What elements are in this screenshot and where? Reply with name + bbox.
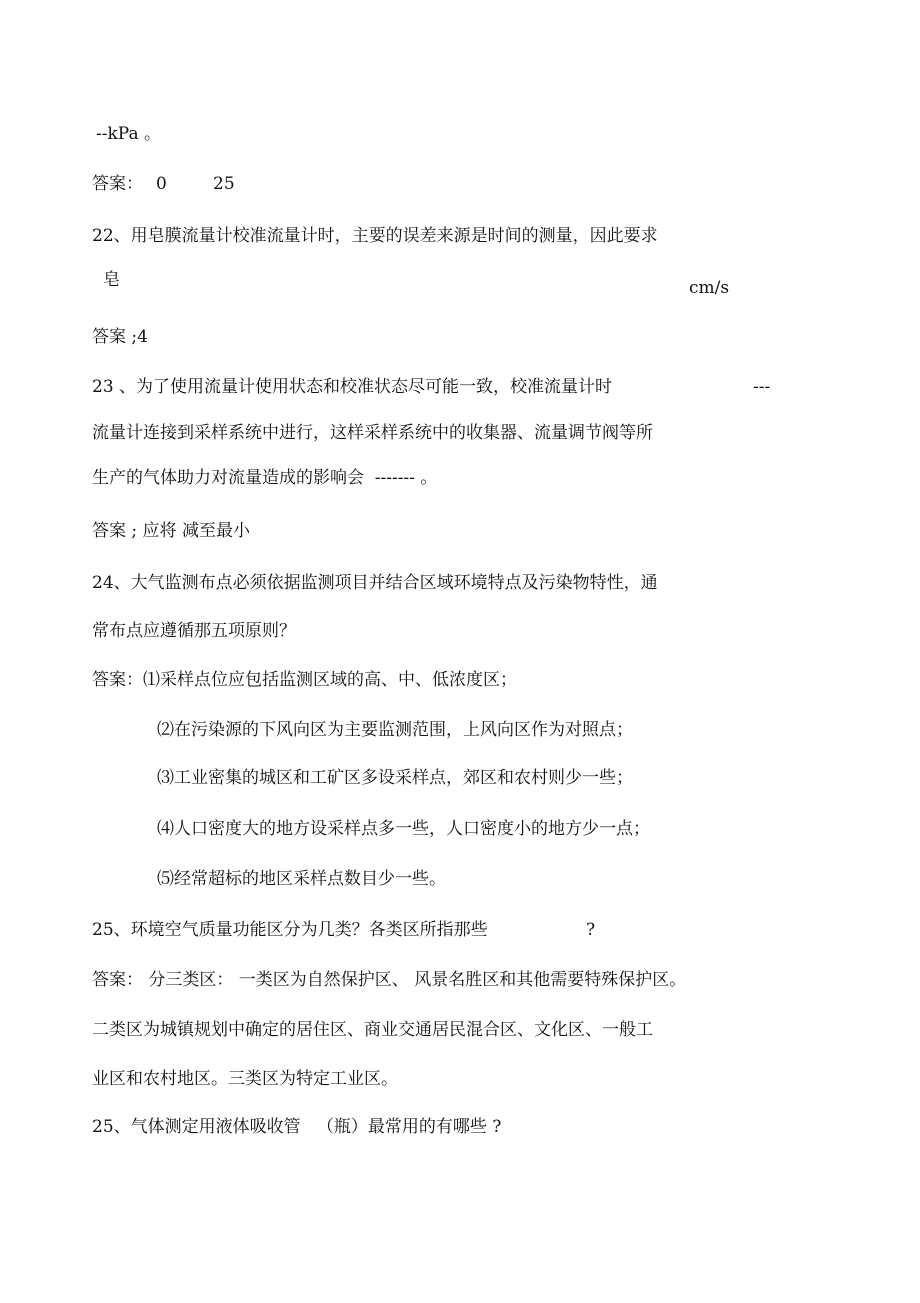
text-line-kpa: --kPa 。 bbox=[96, 124, 162, 144]
answer-24-item-5: ⑸经常超标的地区采样点数目少一些。 bbox=[157, 869, 446, 889]
question-25: 25、环境空气质量功能区分为几类？各类区所指那些 bbox=[92, 920, 488, 940]
question-23-line-3: 生产的气体助力对流量造成的影响会 ------- 。 bbox=[92, 468, 438, 488]
answer-25: 答案： 分三类区： 一类区为自然保护区、 风景名胜区和其他需要特殊保护区。 bbox=[92, 970, 687, 990]
question-23-line-2: 流量计连接到采样系统中进行，这样采样系统中的收集器、流量调节阀等所 bbox=[92, 423, 653, 443]
question-23: 23 、为了使用流量计使用状态和校准状态尽可能一致，校准流量计时 bbox=[92, 377, 613, 397]
question-24: 24、大气监测布点必须依据监测项目并结合区域环境特点及污染物特性，通 bbox=[92, 573, 658, 593]
answer-value-2: 25 bbox=[213, 174, 235, 194]
answer-23: 答案 ; 应将 减至最小 bbox=[92, 521, 250, 541]
question-25b: 25、气体测定用液体吸收管 （瓶）最常用的有哪些 ? bbox=[92, 1117, 502, 1137]
answer-24-item-3: ⑶工业密集的城区和工矿区多设采样点，郊区和农村则少一些； bbox=[157, 768, 633, 788]
question-22: 22、用皂膜流量计校准流量计时，主要的误差来源是时间的测量，因此要求 bbox=[92, 226, 658, 246]
answer-24-item-1: 答案：⑴采样点位应包括监测区域的高、中、低浓度区； bbox=[92, 670, 517, 690]
question-24-line-2: 常布点应遵循那五项原则？ bbox=[92, 621, 296, 641]
answer-25-line-3: 业区和农村地区。三类区为特定工业区。 bbox=[92, 1069, 398, 1089]
answer-label: 答案： bbox=[92, 174, 143, 194]
answer-22: 答案 ;4 bbox=[92, 327, 148, 347]
question-23-blank: --- bbox=[753, 377, 771, 397]
question-22-cont: 皂 bbox=[103, 270, 120, 290]
question-25-mark: ? bbox=[586, 920, 596, 940]
answer-25-line-2: 二类区为城镇规划中确定的居住区、商业交通居民混合区、文化区、一般工 bbox=[92, 1020, 653, 1040]
unit-cm-per-s: cm/s bbox=[689, 278, 730, 298]
answer-value-1: 0 bbox=[156, 174, 167, 194]
answer-24-item-4: ⑷人口密度大的地方设采样点多一些，人口密度小的地方少一点； bbox=[157, 819, 650, 839]
answer-24-item-2: ⑵在污染源的下风向区为主要监测范围，上风向区作为对照点； bbox=[157, 720, 633, 740]
